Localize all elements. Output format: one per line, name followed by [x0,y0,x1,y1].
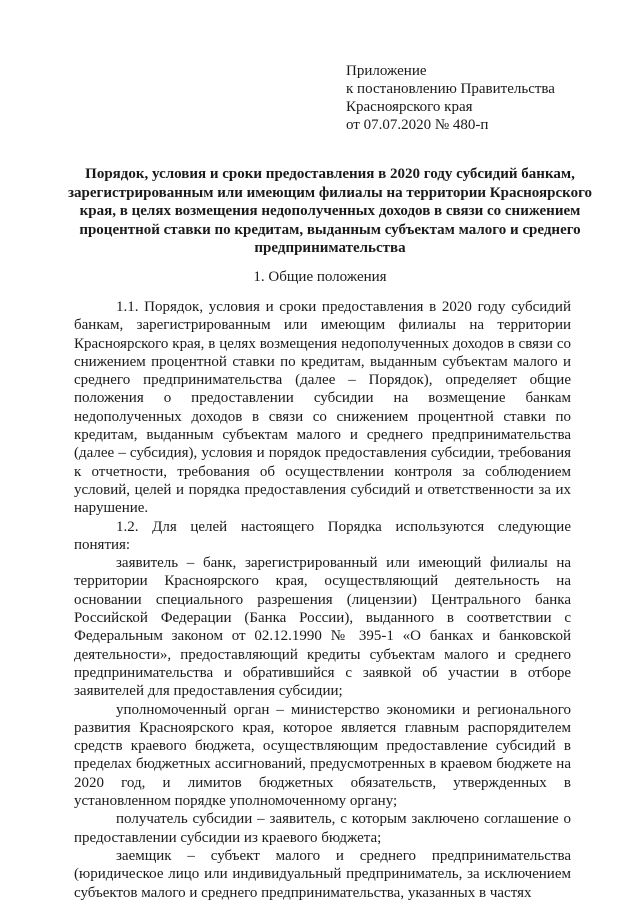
approval-line-3: Красноярского края [346,99,473,115]
definition-applicant: заявитель – банк, зарегистрированный или имеющий филиалы на территории Красноярского края, осуществляющий деятельность на основании специального разрешения (лицензии) Центрального банка Российской Федерации (Банка России), выданного в соответствии с Федеральным законом от 02.12.1990 № 395-1 «О банках и банковской деятельности», предоставляющий кредиты субъектам малого и среднего предпринимательства и обратившийся с заявкой об участии в отборе заявителей для предоставления субсидии; [74,555,571,700]
paragraph-1-2: 1.2. Для целей настоящего Порядка используются следующие понятия: [74,518,571,553]
approval-line-1: Приложение [346,63,427,79]
paragraph-1-1: 1.1. Порядок, условия и сроки предоставления в 2020 году субсидий банкам, зарегистрированным или имеющим филиалы на территории Красноярского края, в целях возмещения недополученных доходов в связи со снижением процентной ставки по кредитам, выданным субъектам малого и среднего предпринимательства (далее – Порядок), определяет общие положения о предоставлении субсидии на возмещение банкам недополученных доходов в связи со снижением процентной ставки по кредитам, выданным субъектам малого и среднего предпринимательства (далее – субсидия), условия и порядок предоставления субсидии, требования к отчетности, требования об осуществлении контроля за соблюдением условий, целей и порядка предоставления субсидий и ответственности за их нарушение. [74,299,571,517]
approval-line-4: от 07.07.2020 № 480-п [346,117,489,133]
document-body [74,298,571,902]
approval-line-2: к постановлению Правительства [346,81,555,97]
definition-authorized-body: уполномоченный орган – министерство экономики и регионального развития Красноярского края, которое является главным распорядителем средств краевого бюджета, осуществляющим предоставление субсидий в пределах бюджетных ассигнований, предусмотренных в краевом бюджете на 2020 год, и лимитов бюджетных обязательств, утвержденных в установленном порядке уполномоченному органу; [74,701,571,810]
definition-borrower: заемщик – субъект малого и среднего предпринимательства (юридическое лицо или индивидуальный предприниматель, за исключением субъектов малого и среднего предпринимательства, указанных в частях [74,847,571,901]
definition-recipient: получатель субсидии – заявитель, с которым заключено соглашение о предоставлении субсидии из краевого бюджета; [74,811,571,846]
section-heading: 1. Общие положения [253,269,387,285]
approval-block [346,62,555,134]
document-title: Порядок, условия и сроки предоставления в 2020 году субсидий банкам, зарегистрированным или имеющим филиалы на территории Красноярского края, в целях возмещения недополученных доходов в связи со снижением процентной ставки по кредитам, выданным субъектам малого и среднего предпринимательства [67,166,593,256]
